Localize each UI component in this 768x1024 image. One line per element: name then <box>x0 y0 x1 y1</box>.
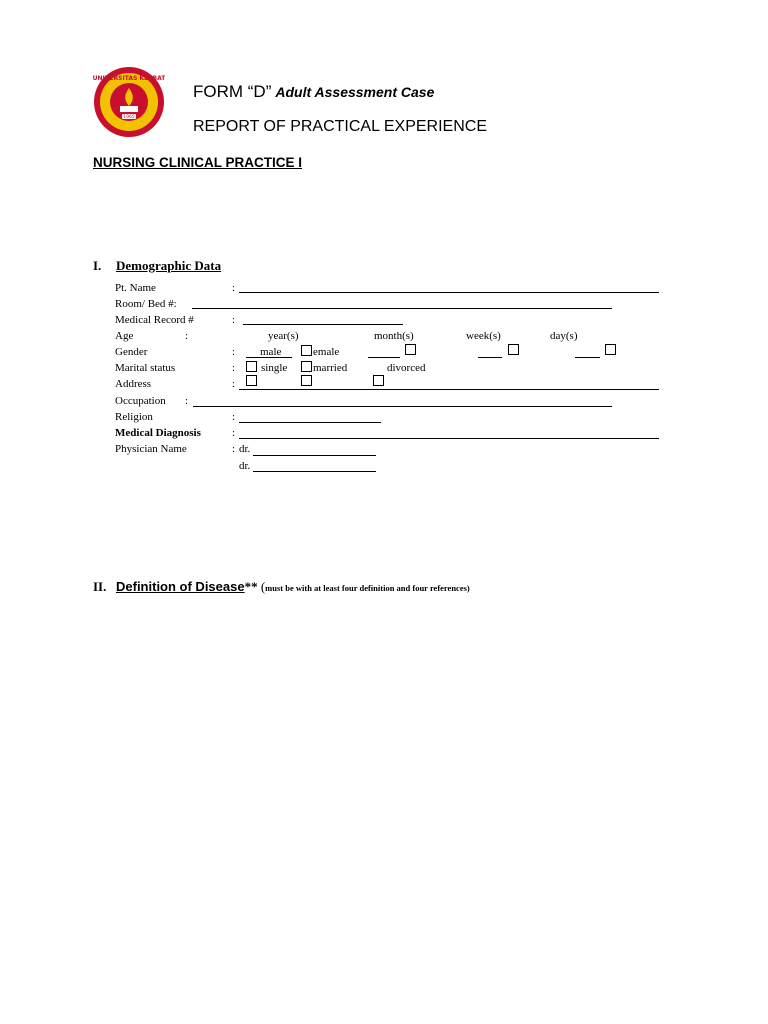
gender-option3-checkbox[interactable] <box>405 344 416 355</box>
pt-name-field[interactable] <box>239 292 659 293</box>
room-bed-field[interactable] <box>192 308 612 309</box>
gender-male-text: male <box>260 346 282 358</box>
physician-name-label: Physician Name <box>115 443 187 455</box>
form-subtitle: Adult Assessment Case <box>275 84 435 100</box>
address-checkbox-1[interactable] <box>246 375 257 386</box>
occupation-field[interactable] <box>193 406 612 407</box>
medical-record-field[interactable] <box>243 324 403 325</box>
room-bed-label: Room/ Bed #: <box>115 298 177 310</box>
marital-status-colon: : <box>232 362 236 374</box>
religion-colon: : <box>232 411 236 423</box>
age-month-unit: month(s) <box>374 330 414 342</box>
gender-option3-line <box>368 357 400 358</box>
pt-name-colon: : <box>232 282 236 294</box>
physician-name-colon: : <box>232 443 236 455</box>
medical-record-label: Medical Record # <box>115 314 194 326</box>
pt-name-label: Pt. Name <box>115 282 156 294</box>
physician-prefix-1: dr. <box>239 443 251 455</box>
age-label: Age <box>115 330 134 342</box>
gender-female-text: emale <box>313 346 340 358</box>
medical-diagnosis-colon: : <box>232 427 236 439</box>
gender-label: Gender <box>115 346 148 358</box>
report-title: REPORT OF PRACTICAL EXPERIENCE <box>193 118 487 135</box>
age-week-unit: week(s) <box>466 330 501 342</box>
age-year-unit: year(s) <box>268 330 299 342</box>
section-2-heading <box>93 579 470 595</box>
physician-prefix-2: dr. <box>239 460 251 472</box>
religion-label: Religion <box>115 411 153 423</box>
section-1-number: I. <box>93 258 102 273</box>
medical-diagnosis-label: Medical Diagnosis <box>115 427 201 439</box>
address-checkbox-3[interactable] <box>373 375 384 386</box>
marital-single-text: single <box>261 362 288 374</box>
gender-option4-checkbox[interactable] <box>508 344 519 355</box>
occupation-colon: : <box>185 395 189 407</box>
form-title <box>193 82 434 102</box>
marital-married-text: married <box>313 362 348 374</box>
section-1-heading <box>93 258 221 274</box>
gender-option5-checkbox[interactable] <box>605 344 616 355</box>
medical-record-colon: : <box>232 314 236 326</box>
age-day-unit: day(s) <box>550 330 578 342</box>
university-seal-logo <box>93 66 165 138</box>
address-field[interactable] <box>239 389 659 390</box>
occupation-label: Occupation <box>115 395 166 407</box>
religion-field[interactable] <box>239 422 381 423</box>
logo-ring-text: UNIVERSITAS KLABAT <box>93 75 165 82</box>
physician-name-field-2[interactable] <box>253 471 376 472</box>
marital-divorced-text: divorced <box>387 362 426 374</box>
medical-diagnosis-field[interactable] <box>239 438 659 439</box>
gender-option4-line <box>478 357 502 358</box>
age-colon: : <box>185 330 189 342</box>
marital-status-label: Marital status <box>115 362 176 374</box>
address-checkbox-2[interactable] <box>301 375 312 386</box>
marital-married-checkbox[interactable] <box>301 361 312 372</box>
course-title: NURSING CLINICAL PRACTICE I <box>93 155 303 170</box>
address-label: Address <box>115 378 152 390</box>
section-1-title: Demographic Data <box>116 258 222 273</box>
logo-year-text: 1965 <box>123 115 135 120</box>
marital-single-checkbox[interactable] <box>246 361 257 372</box>
section-2-title: Definition of Disease <box>116 579 245 594</box>
section-2-asterisks: ** <box>244 579 258 594</box>
section-2-number: II. <box>93 579 107 594</box>
gender-female-checkbox[interactable] <box>301 345 312 356</box>
form-code: FORM “D” <box>193 82 272 101</box>
physician-name-field-1[interactable] <box>253 455 376 456</box>
gender-colon: : <box>232 346 236 358</box>
gender-option5-line <box>575 357 600 358</box>
section-2-note: must be with at least four definition and four references) <box>265 583 470 593</box>
address-colon: : <box>232 378 236 390</box>
section-2-paren: ( <box>260 579 266 594</box>
